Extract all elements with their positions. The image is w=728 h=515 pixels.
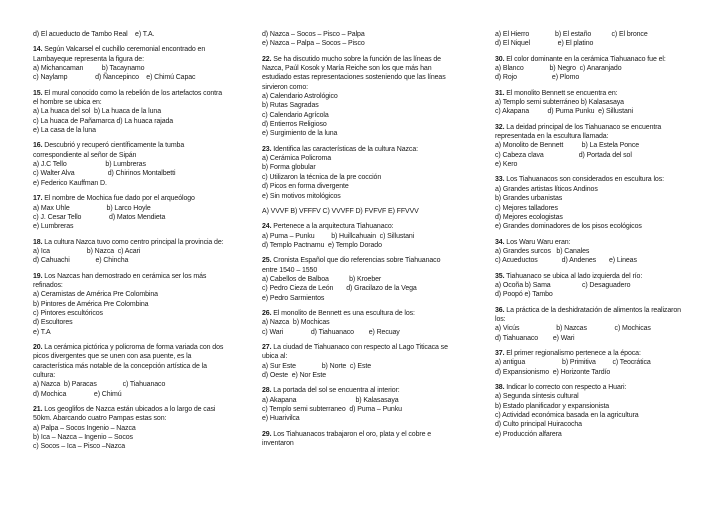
answer-line — [33, 352, 245, 361]
line-text: Se ha discutido mucho sobre la función de las líneas de — [271, 55, 441, 63]
line-text: e) Kero — [495, 161, 518, 169]
line-text: Los geoglifos de Nazca están ubicados a lo largo de casi — [42, 406, 216, 414]
line-text: cultura: — [33, 372, 56, 379]
line-text: c) Akapana d) Puma Punku e) Sillustani — [495, 108, 633, 116]
answer-line — [33, 318, 245, 327]
answer-line — [495, 402, 707, 411]
answer-line — [33, 433, 245, 442]
answer-line — [33, 371, 245, 380]
line-text: La deidad principal de los Tiahuanaco se encuentra — [504, 123, 662, 131]
line-text: c) Pintores escultóricos — [33, 309, 103, 317]
answer-line — [262, 241, 474, 250]
question-number: 20. — [33, 343, 43, 351]
question-text — [495, 306, 707, 315]
line-text: e) La casa de la luna — [33, 127, 96, 135]
answer-line — [495, 160, 707, 169]
question-number: 35. — [495, 272, 505, 280]
question-block — [33, 272, 245, 337]
answer-line — [262, 318, 474, 327]
answer-line — [495, 247, 707, 256]
line-text: a) Grandes surcos b) Canales — [495, 247, 590, 255]
question-text — [262, 430, 474, 439]
line-text: c) Templo semi subterraneo d) Puma – Punku — [262, 406, 402, 414]
line-text: La cerámica pictórica y policroma de forma variada con dos — [42, 343, 224, 351]
column-right — [495, 30, 707, 445]
answer-line — [33, 30, 245, 39]
answer-line — [262, 64, 474, 73]
answer-line — [495, 185, 707, 194]
line-text: picos divergentes que se unen con asa puente, es la — [33, 353, 192, 361]
line-text: d) Mochica e) Chimú — [33, 390, 122, 398]
answer-line — [495, 151, 707, 160]
question-text — [495, 55, 707, 64]
answer-line — [33, 380, 245, 389]
question-text — [262, 145, 474, 154]
answer-line — [33, 328, 245, 337]
line-text: a) Cabellos de Balboa b) Kroeber — [262, 275, 382, 283]
line-text: e) Nazca – Palpa – Socos – Pisco — [262, 40, 365, 48]
line-text: a) El Hierro b) El estaño c) El bronce — [495, 31, 648, 38]
line-text: Tiahuanaco se ubica al lado izquierda del río: — [504, 272, 643, 280]
line-text: c) J. Cesar Tello d) Matos Mendieta — [33, 213, 166, 221]
line-text: d) Templo Pactnamu e) Templo Dorado — [262, 241, 382, 249]
question-block — [495, 55, 707, 83]
line-text: estudiado estas representaciones sosteniendo que las líneas — [262, 74, 446, 82]
question-number: 23. — [262, 145, 272, 153]
question-number: 16. — [33, 142, 43, 150]
answer-line — [262, 129, 474, 138]
answer-line — [495, 107, 707, 116]
answer-line — [262, 173, 474, 182]
line-text: Pertenece a la arquitectura Tiahuanaco: — [271, 223, 394, 231]
answer-line — [495, 141, 707, 150]
question-number: 29. — [262, 430, 272, 438]
answer-line — [33, 64, 245, 73]
line-text: Los Waru Waru eran: — [504, 238, 571, 246]
question-text — [495, 238, 707, 247]
line-text: e) Pedro Sarmientos — [262, 294, 325, 302]
question-block — [262, 222, 474, 250]
question-text — [262, 309, 474, 318]
question-number: 21. — [33, 406, 43, 414]
line-text: Lambayeque representa la figura de: — [33, 55, 144, 63]
question-block — [33, 194, 245, 231]
line-text: d) Entierros Religioso — [262, 121, 327, 129]
line-text: los: — [495, 315, 506, 323]
line-text: a) Ceramistas de América Pre Colombina — [33, 291, 158, 299]
line-text: d) Cahuachi e) Chincha — [33, 257, 129, 265]
answer-line — [33, 390, 245, 399]
line-text: c) Calendario Agrícola — [262, 111, 329, 119]
line-text: d) Tiahuanaco e) Wari — [495, 334, 575, 342]
line-text: El nombre de Mochica fue dado por el arqueólogo — [42, 195, 195, 203]
answer-continuation — [495, 30, 707, 49]
line-text: Los Nazcas han demostrado en cerámica ser los más — [42, 272, 207, 280]
line-text: Nazca, Paúl Kosok y María Reiche son los que más han — [262, 65, 432, 73]
answer-line — [495, 290, 707, 299]
line-text: ubica al: — [262, 353, 288, 361]
line-text: a) Palpa – Socos Ingenio – Nazca — [33, 424, 136, 432]
answer-line — [262, 92, 474, 101]
line-text: e) Lumbreras — [33, 223, 74, 231]
column-left — [33, 30, 245, 458]
line-text: El primer regionalismo pertenece a la época: — [504, 349, 641, 357]
line-text: d) Rojo e) Plomo — [495, 74, 580, 82]
question-block — [495, 306, 707, 343]
question-number: 22. — [262, 55, 272, 63]
question-text — [495, 89, 707, 98]
answer-line — [495, 204, 707, 213]
line-text: d) Mejores ecologistas — [495, 213, 563, 221]
question-number: 30. — [495, 55, 505, 63]
question-block — [33, 343, 245, 399]
answer-line — [262, 111, 474, 120]
question-block — [495, 383, 707, 439]
answer-line — [495, 256, 707, 265]
question-number: 15. — [33, 89, 43, 97]
line-text: a) Segunda síntesis cultural — [495, 393, 579, 401]
answer-line — [33, 179, 245, 188]
question-block — [33, 405, 245, 452]
line-text: refinados: — [33, 281, 63, 289]
line-text: a) J.C Tello b) Lumbreras — [33, 161, 146, 169]
answer-line — [495, 213, 707, 222]
answer-line — [262, 405, 474, 414]
question-block — [262, 386, 474, 423]
question-number: 24. — [262, 223, 272, 231]
line-text: e) T.A — [33, 328, 51, 336]
question-text — [495, 349, 707, 358]
line-text: a) Michancaman b) Tacaynamo — [33, 65, 145, 73]
line-text: a) Templo semi subterráneo b) Kalasasaya — [495, 99, 624, 107]
answer-line — [262, 192, 474, 201]
line-text: Identifica las características de la cultura Nazca: — [271, 145, 418, 153]
question-block — [262, 343, 474, 380]
answer-line — [495, 132, 707, 141]
question-block — [262, 309, 474, 337]
question-text — [33, 45, 245, 54]
line-text: b) Pintores de América Pre Colombina — [33, 300, 149, 308]
answer-line — [33, 414, 245, 423]
question-block — [33, 141, 245, 188]
line-text: a) Sur Este b) Norte c) Este — [262, 362, 372, 370]
answer-line — [262, 101, 474, 110]
line-text: a) Puma – Punku b) Huillcahuain c) Sillustani — [262, 232, 415, 240]
answer-line — [262, 328, 474, 337]
answer-line — [495, 324, 707, 333]
line-text: representada en la escultura llamada: — [495, 133, 609, 141]
question-number: 33. — [495, 176, 505, 184]
answer-line — [495, 30, 707, 39]
answer-line — [33, 442, 245, 451]
question-text — [33, 343, 245, 352]
line-text: d) Escultores — [33, 319, 73, 327]
answer-line — [33, 73, 245, 82]
answer-line — [495, 281, 707, 290]
line-text: el hombre se ubica en: — [33, 99, 102, 107]
answer-line — [495, 392, 707, 401]
line-text: e) Grandes dominadores de los pisos ecológicos — [495, 223, 642, 231]
question-number: 27. — [262, 343, 272, 351]
line-text: inventaron — [262, 440, 294, 448]
answer-continuation — [262, 207, 474, 216]
line-text: a) Ocoña b) Sama c) Desaguadero — [495, 281, 631, 289]
line-text: c) Naylamp d) Ñancepinco e) Chimú Capac — [33, 74, 196, 82]
answer-line — [262, 266, 474, 275]
line-text: Cronista Español que dio referencias sobre Tiahuanaco — [271, 257, 441, 265]
question-number: 17. — [33, 195, 43, 203]
answer-line — [33, 169, 245, 178]
question-text — [33, 272, 245, 281]
question-block — [495, 175, 707, 231]
line-text: b) Grandes urbanistas — [495, 195, 563, 203]
question-text — [495, 123, 707, 132]
question-text — [495, 383, 707, 392]
line-text: a) Vicús b) Nazcas c) Mochicas — [495, 325, 651, 333]
question-number: 18. — [33, 238, 43, 246]
question-block — [495, 238, 707, 266]
answer-line — [495, 39, 707, 48]
answer-line — [33, 247, 245, 256]
question-block — [33, 89, 245, 136]
line-text: c) Wari d) Tiahuanaco e) Recuay — [262, 328, 400, 336]
answer-line — [262, 362, 474, 371]
question-number: 36. — [495, 306, 505, 314]
question-number: 28. — [262, 387, 272, 395]
question-text — [495, 175, 707, 184]
answer-line — [262, 163, 474, 172]
question-text — [33, 405, 245, 414]
line-text: c) Pedro Cieza de León d) Gracilazo de la Vega — [262, 285, 417, 293]
answer-line — [262, 83, 474, 92]
answer-line — [495, 222, 707, 231]
line-text: d) Picos en forma divergente — [262, 183, 349, 191]
question-text — [262, 386, 474, 395]
line-text: A) VVVF B) VFFFV C) VVVFF D) FVFVF E) FFVVV — [262, 207, 419, 215]
line-text: e) Producción alfarera — [495, 430, 562, 438]
line-text: e) Huarivilca — [262, 415, 300, 423]
line-text: El monolito Bennett se encuentra en: — [504, 89, 618, 97]
answer-line — [495, 368, 707, 377]
question-number: 19. — [33, 272, 43, 280]
question-text — [262, 222, 474, 231]
question-block — [262, 55, 474, 139]
line-text: entre 1540 – 1550 — [262, 266, 318, 274]
line-text: a) Nazca b) Mochicas — [262, 319, 330, 327]
answer-line — [33, 222, 245, 231]
answer-line — [33, 98, 245, 107]
line-text: a) Ica b) Nazca c) Acari — [33, 247, 141, 255]
line-text: c) Cabeza clava d) Portada del sol — [495, 151, 632, 159]
answer-line — [33, 55, 245, 64]
line-text: b) Estado planificador y expansionista — [495, 402, 610, 410]
answer-line — [495, 411, 707, 420]
question-text — [495, 272, 707, 281]
line-text: d) Expansionismo e) Horizonte Tardío — [495, 368, 611, 376]
question-text — [33, 141, 245, 150]
question-number: 32. — [495, 123, 505, 131]
line-text: sirvieron como: — [262, 83, 308, 91]
answer-line — [33, 362, 245, 371]
answer-line — [33, 256, 245, 265]
line-text: Según Valcarsel el cuchillo ceremonial encontrado en — [42, 46, 206, 54]
answer-continuation — [262, 30, 474, 49]
question-block — [262, 256, 474, 303]
answer-line — [495, 334, 707, 343]
answer-line — [33, 117, 245, 126]
line-text: Los Tiahuanacos trabajaron el oro, plata y el cobre e — [271, 430, 432, 438]
answer-line — [262, 30, 474, 39]
line-text: a) antigua b) Primitiva c) Teocrática — [495, 359, 651, 367]
line-text: d) Oeste e) Nor Este — [262, 372, 327, 379]
line-text: e) Surgimiento de la luna — [262, 130, 338, 138]
answer-line — [33, 300, 245, 309]
answer-line — [495, 420, 707, 429]
line-text: c) Mejores talladores — [495, 204, 558, 212]
answer-line — [33, 290, 245, 299]
line-text: c) Acueductos d) Andenes e) Lineas — [495, 257, 637, 265]
answer-line — [262, 182, 474, 191]
line-text: a) Monolito de Bennett b) La Estela Ponce — [495, 142, 640, 150]
question-block — [495, 89, 707, 117]
line-text: d) Nazca – Socos – Pisco – Palpa — [262, 31, 365, 38]
question-text — [262, 55, 474, 64]
line-text: El monolito de Bennett es una escultura de los: — [271, 309, 415, 317]
answer-line — [495, 315, 707, 324]
answer-line — [33, 107, 245, 116]
question-number: 38. — [495, 384, 505, 391]
line-text: c) Walter Alva d) Chirinos Montalbetti — [33, 170, 176, 178]
question-number: 25. — [262, 257, 272, 265]
question-block — [33, 238, 245, 266]
question-text — [262, 343, 474, 352]
question-block — [495, 349, 707, 377]
line-text: a) La huaca del sol b) La huaca de la luna — [33, 108, 162, 116]
line-text: c) Actividad económica basada en la agricultura — [495, 412, 639, 420]
answer-line — [33, 281, 245, 290]
line-text: e) Federico Kauffman D. — [33, 179, 107, 187]
column-middle — [262, 30, 474, 454]
answer-line — [262, 207, 474, 216]
line-text: correspondiente al señor de Sipán — [33, 151, 137, 159]
question-block — [262, 430, 474, 449]
answer-line — [33, 160, 245, 169]
line-text: d) Culto principal Huiracocha — [495, 421, 582, 429]
question-block — [495, 123, 707, 170]
line-text: b) Forma globular — [262, 164, 316, 172]
line-text: c) Utilizaron la técnica de la pre cocción — [262, 173, 382, 181]
answer-line — [33, 204, 245, 213]
line-text: a) Grandes artistas líticos Andinos — [495, 185, 598, 193]
line-text: a) Akapana b) Kalasasaya — [262, 396, 399, 404]
answer-line — [262, 275, 474, 284]
line-text: La ciudad de Tiahuanaco con respecto al Lago Titicaca se — [271, 343, 448, 351]
question-number: 31. — [495, 89, 505, 97]
answer-line — [495, 73, 707, 82]
line-text: b) Ica – Nazca – Ingenio – Socos — [33, 434, 133, 442]
answer-line — [262, 396, 474, 405]
answer-line — [495, 98, 707, 107]
answer-line — [262, 120, 474, 129]
line-text: c) La huaca de Pañamarca d) La huaca rajada — [33, 117, 174, 125]
answer-line — [262, 371, 474, 380]
line-text: El mural conocido como la rebelión de los artefactos contra — [42, 89, 223, 97]
line-text: Indicar lo correcto con respecto a Huari: — [504, 384, 627, 391]
question-number: 37. — [495, 349, 505, 357]
question-text — [33, 89, 245, 98]
line-text: e) Sin motivos mitológicos — [262, 192, 341, 200]
question-text — [33, 238, 245, 247]
line-text: Los Tiahuanacos son considerados en escultura los: — [504, 176, 664, 184]
line-text: b) Rutas Sagradas — [262, 102, 319, 110]
line-text: 50km. Abarcando cuatro Pampas estas son: — [33, 415, 167, 423]
answer-continuation — [33, 30, 245, 39]
line-text: c) Socos – Ica – Pisco –Nazca — [33, 443, 126, 451]
line-text: La cultura Nazca tuvo como centro principal la provincia de: — [42, 238, 224, 246]
answer-line — [262, 154, 474, 163]
answer-line — [33, 126, 245, 135]
line-text: a) Blanco b) Negro c) Anaranjado — [495, 65, 622, 73]
answer-line — [495, 430, 707, 439]
question-text — [33, 194, 245, 203]
line-text: a) Calendario Astrológico — [262, 93, 338, 101]
line-text: característica más notable de la concepción artística de la — [33, 362, 207, 370]
answer-line — [262, 352, 474, 361]
line-text: La portada del sol se encuentra al interior: — [271, 387, 400, 395]
answer-line — [495, 194, 707, 203]
line-text: d) El Niquel e) El platino — [495, 40, 594, 48]
line-text: d) Poopó e) Tambo — [495, 291, 553, 299]
line-text: La práctica de la deshidratación de alimentos la realizaron — [504, 306, 681, 314]
line-text: a) Cerámica Policroma — [262, 155, 332, 163]
line-text: d) El acueducto de Tambo Real e) T.A. — [33, 31, 155, 38]
line-text: a) Nazca b) Paracas c) Tiahuanaco — [33, 381, 166, 389]
answer-line — [33, 213, 245, 222]
answer-line — [262, 232, 474, 241]
answer-line — [262, 294, 474, 303]
answer-line — [495, 358, 707, 367]
answer-line — [262, 73, 474, 82]
answer-line — [33, 309, 245, 318]
question-number: 34. — [495, 238, 505, 246]
line-text: Descubrió y recuperó científicamente la tumba — [42, 142, 185, 150]
answer-line — [33, 424, 245, 433]
answer-line — [33, 151, 245, 160]
question-text — [262, 256, 474, 265]
answer-line — [262, 39, 474, 48]
question-block — [33, 45, 245, 82]
question-number: 26. — [262, 309, 272, 317]
question-block — [495, 272, 707, 300]
answer-line — [262, 414, 474, 423]
answer-line — [262, 439, 474, 448]
line-text: El color dominante en la cerámica Tiahuanaco fue el: — [504, 55, 666, 63]
answer-line — [495, 64, 707, 73]
answer-line — [262, 284, 474, 293]
question-number: 14. — [33, 46, 43, 54]
line-text: a) Max Uhle b) Larco Hoyle — [33, 204, 151, 212]
question-block — [262, 145, 474, 201]
